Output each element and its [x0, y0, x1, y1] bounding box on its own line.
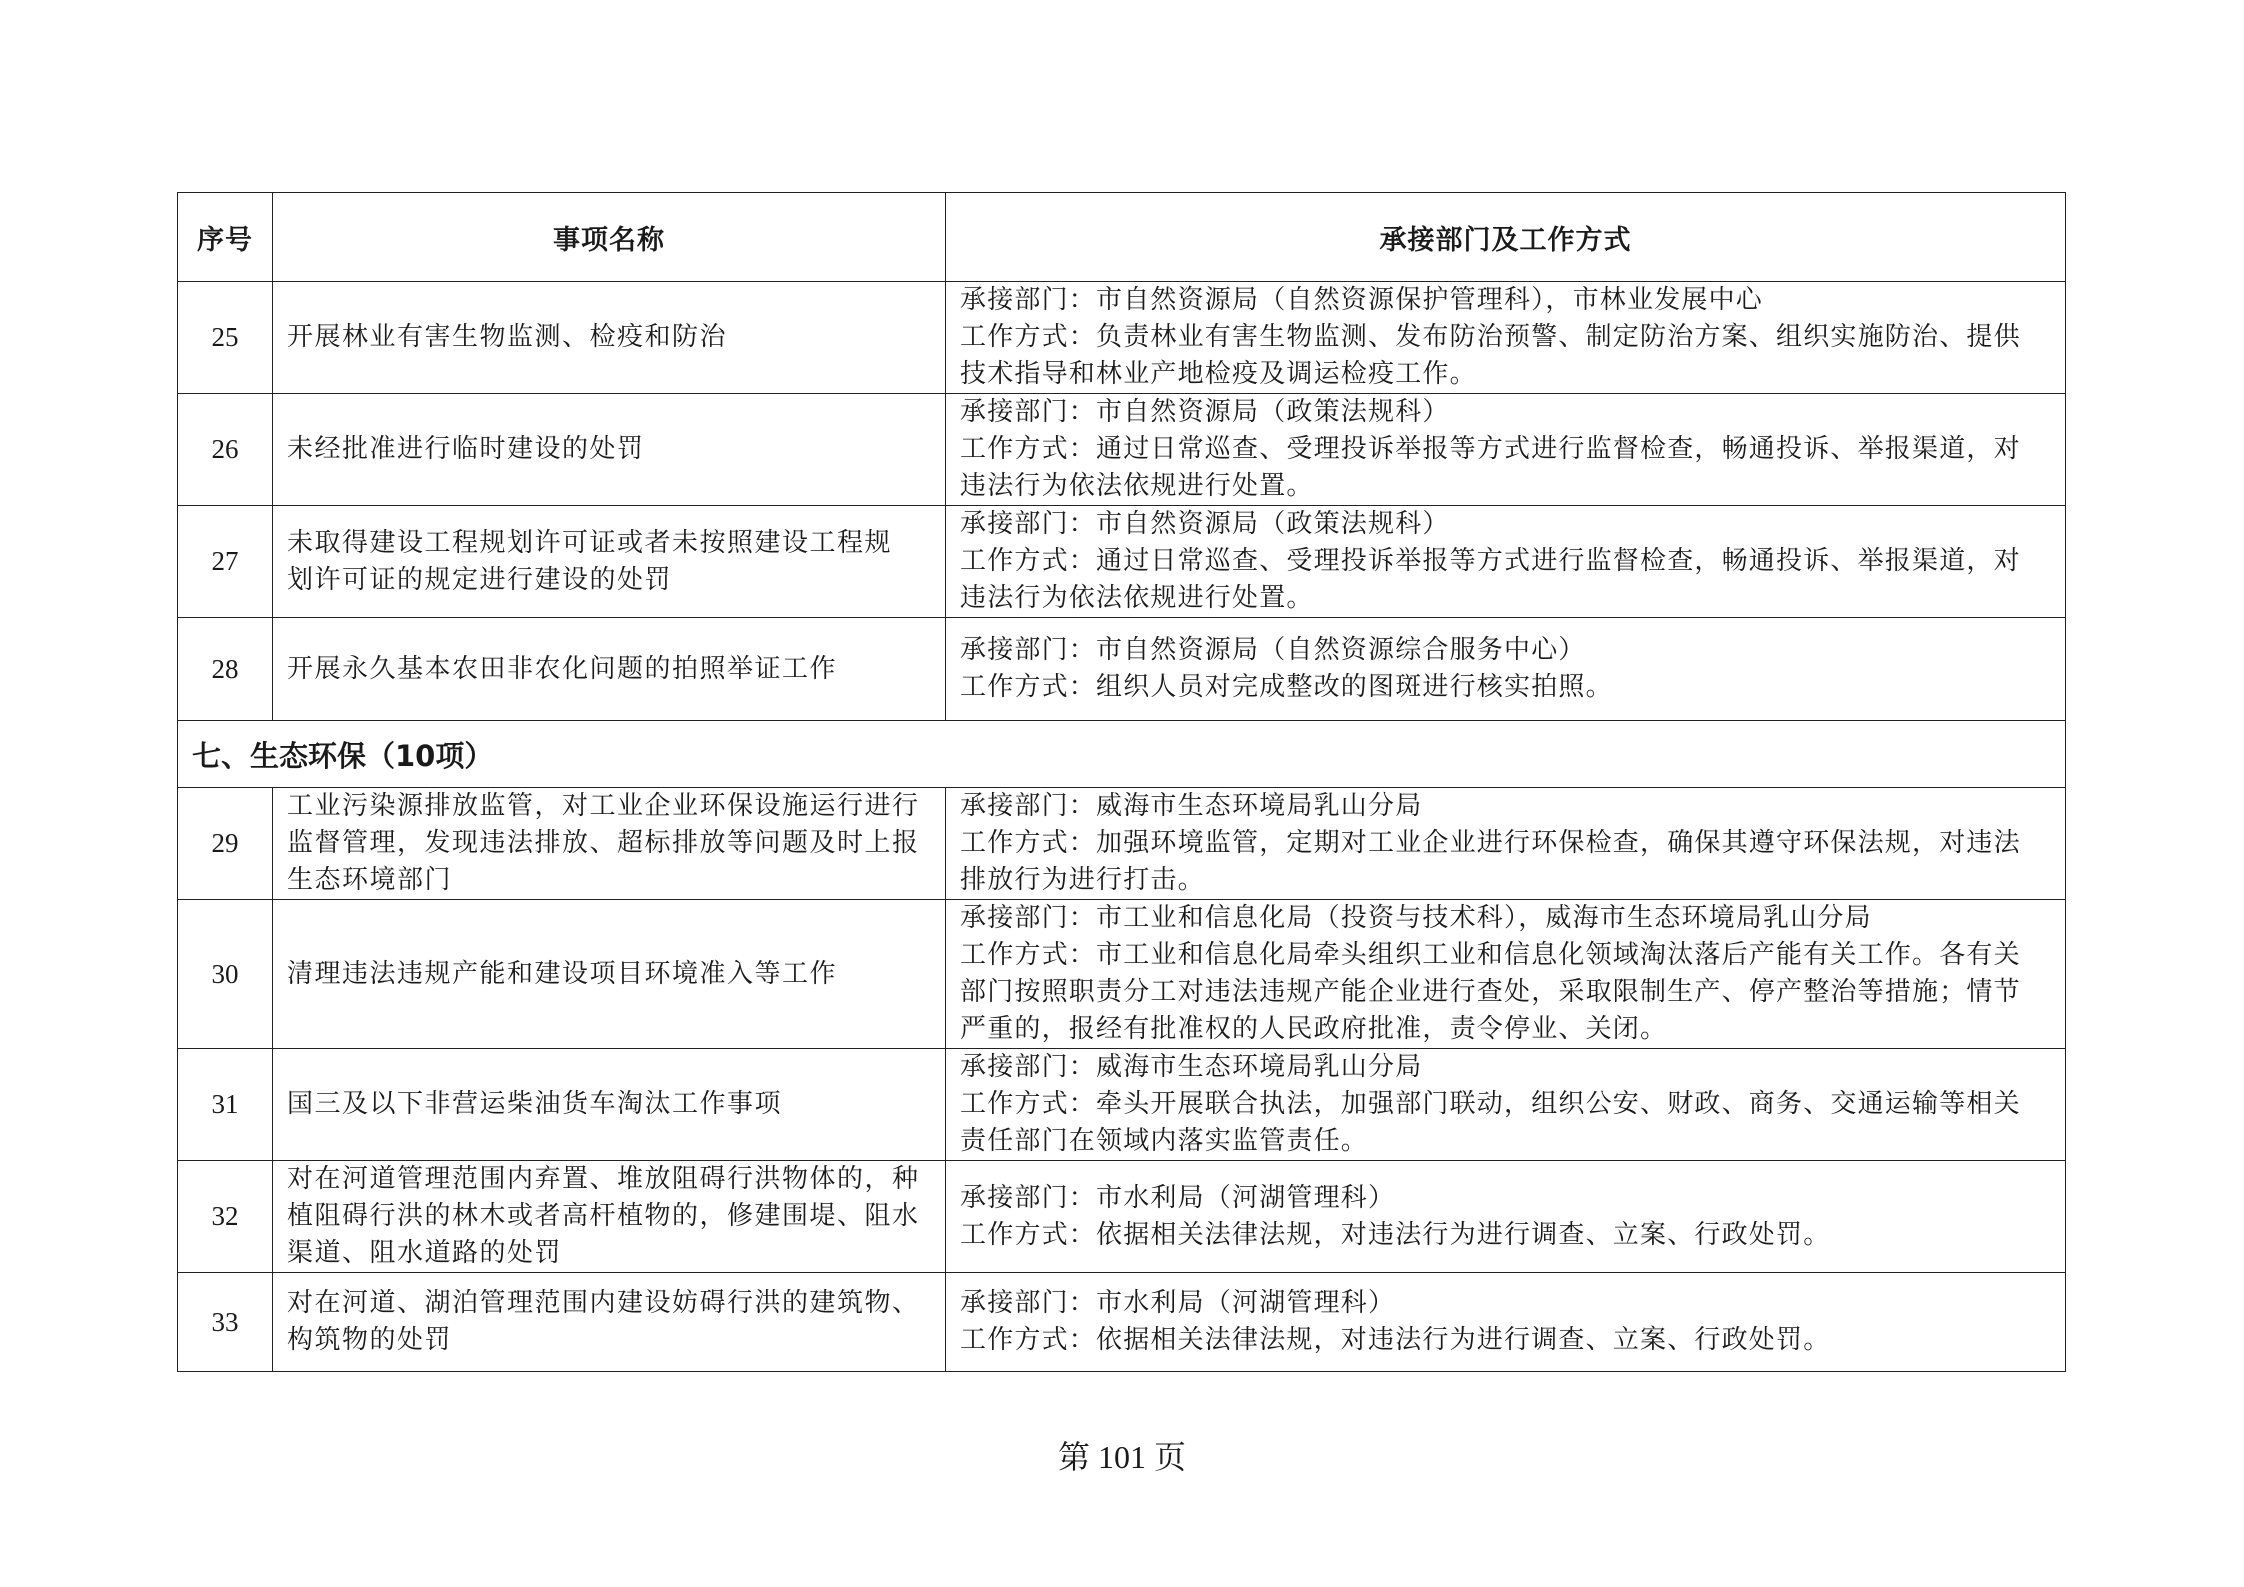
header-no: 序号: [178, 193, 273, 282]
table-row: [178, 788, 2066, 900]
item-line: 未经批准进行临时建设的处罚: [287, 434, 645, 464]
row-item: [273, 506, 946, 618]
row-no: 25: [178, 282, 273, 394]
item-line: 构筑物的处罚: [287, 1325, 453, 1355]
dept-line: 承接部门：市自然资源局（自然资源保护管理科），市林业发展中心: [960, 285, 1764, 315]
row-item: [273, 1273, 946, 1372]
dept-line: 严重的，报经有批准权的人民政府批准，责令停业、关闭。: [960, 1014, 1668, 1044]
dept-line: 承接部门：威海市生态环境局乳山分局: [960, 1052, 1423, 1082]
item-line: 未取得建设工程规划许可证或者未按照建设工程规: [287, 527, 893, 558]
section-row: [178, 721, 2066, 788]
item-line: 工业污染源排放监管，对工业企业环保设施运行进行: [287, 791, 920, 821]
table-row: [178, 1161, 2066, 1273]
row-dept: [946, 788, 2066, 900]
table-row: [178, 1049, 2066, 1161]
dept-line: 责任部门在领域内落实监管责任。: [960, 1126, 1369, 1156]
row-item: [273, 788, 946, 900]
item-line: 生态环境部门: [287, 865, 453, 895]
row-no: 29: [178, 788, 273, 900]
item-line: 划许可证的规定进行建设的处罚: [287, 564, 673, 595]
dept-line: 承接部门：市自然资源局（政策法规科）: [960, 397, 1450, 427]
dept-line: 排放行为进行打击。: [960, 865, 1205, 895]
item-line: 开展永久基本农田非农化问题的拍照举证工作: [287, 653, 838, 684]
item-line: 国三及以下非营运柴油货车淘汰工作事项: [287, 1089, 783, 1119]
dept-line: 承接部门：市工业和信息化局（投资与技术科），威海市生态环境局乳山分局: [960, 903, 1872, 933]
table-row: [178, 618, 2066, 721]
row-dept: [946, 618, 2066, 721]
item-line: 渠道、阻水道路的处罚: [287, 1238, 563, 1268]
dept-line: 承接部门：市水利局（河湖管理科）: [960, 1288, 1396, 1318]
dept-line: 工作方式：依据相关法律法规，对违法行为进行调查、立案、行政处罚。: [960, 1325, 1831, 1355]
row-item: [273, 1049, 946, 1161]
dept-line: 承接部门：市水利局（河湖管理科）: [960, 1182, 1396, 1213]
table-row: [178, 506, 2066, 618]
row-item: [273, 1161, 946, 1273]
dept-line: 工作方式：加强环境监管，定期对工业企业进行环保检查，确保其遵守环保法规，对违法: [960, 828, 2021, 858]
header-dept: 承接部门及工作方式: [946, 193, 2066, 282]
table-row: [178, 1273, 2066, 1372]
dept-line: 工作方式：通过日常巡查、受理投诉举报等方式进行监督检查，畅通投诉、举报渠道，对: [960, 546, 2021, 576]
row-no: 30: [178, 900, 273, 1049]
table-row: [178, 900, 2066, 1049]
row-no: 33: [178, 1273, 273, 1372]
row-item: [273, 394, 946, 506]
dept-line: 部门按照职责分工对违法违规产能企业进行查处，采取限制生产、停产整治等措施；情节: [960, 977, 2021, 1007]
row-dept: [946, 1049, 2066, 1161]
row-dept: [946, 1273, 2066, 1372]
header-item: 事项名称: [273, 193, 946, 282]
row-item: [273, 282, 946, 394]
dept-line: 承接部门：威海市生态环境局乳山分局: [960, 791, 1423, 821]
table-row: [178, 282, 2066, 394]
item-line: 监督管理，发现违法排放、超标排放等问题及时上报: [287, 828, 920, 858]
item-line: 对在河道管理范围内弃置、堆放阻碍行洪物体的，种: [287, 1164, 920, 1194]
row-no: 26: [178, 394, 273, 506]
row-item: [273, 900, 946, 1049]
row-no: 32: [178, 1161, 273, 1273]
row-dept: [946, 282, 2066, 394]
page-number: 第 101 页: [1057, 1439, 1186, 1475]
row-no: 28: [178, 618, 273, 721]
dept-line: 违法行为依法依规进行处置。: [960, 471, 1314, 501]
item-line: 清理违法违规产能和建设项目环境准入等工作: [287, 958, 838, 989]
dept-line: 承接部门：市自然资源局（自然资源综合服务中心）: [960, 635, 1586, 665]
dept-line: 工作方式：牵头开展联合执法，加强部门联动，组织公安、财政、商务、交通运输等相关: [960, 1089, 2021, 1119]
dept-line: 承接部门：市自然资源局（政策法规科）: [960, 509, 1450, 539]
dept-line: 工作方式：组织人员对完成整改的图斑进行核实拍照。: [960, 672, 1613, 702]
dept-line: 工作方式：市工业和信息化局牵头组织工业和信息化领域淘汰落后产能有关工作。各有关: [960, 940, 2021, 970]
row-dept: [946, 506, 2066, 618]
dept-line: 工作方式：负责林业有害生物监测、发布防治预警、制定防治方案、组织实施防治、提供: [960, 322, 2021, 352]
item-line: 植阻碍行洪的林木或者高杆植物的，修建围堤、阻水: [287, 1201, 920, 1231]
row-dept: [946, 1161, 2066, 1273]
dept-line: 工作方式：通过日常巡查、受理投诉举报等方式进行监督检查，畅通投诉、举报渠道，对: [960, 434, 2021, 464]
item-line: 开展林业有害生物监测、检疫和防治: [287, 322, 728, 352]
item-line: 对在河道、湖泊管理范围内建设妨碍行洪的建筑物、: [287, 1288, 920, 1318]
section-title: 七、生态环保（10项）: [178, 721, 2066, 788]
table-header-row: [178, 193, 2066, 282]
table-row: [178, 394, 2066, 506]
dept-line: 技术指导和林业产地检疫及调运检疫工作。: [960, 359, 1477, 389]
row-no: 31: [178, 1049, 273, 1161]
row-dept: [946, 900, 2066, 1049]
dept-line: 工作方式：依据相关法律法规，对违法行为进行调查、立案、行政处罚。: [960, 1219, 1831, 1250]
matters-table: [177, 192, 2066, 1372]
dept-line: 违法行为依法依规进行处置。: [960, 583, 1314, 613]
row-no: 27: [178, 506, 273, 618]
row-item: [273, 618, 946, 721]
row-dept: [946, 394, 2066, 506]
